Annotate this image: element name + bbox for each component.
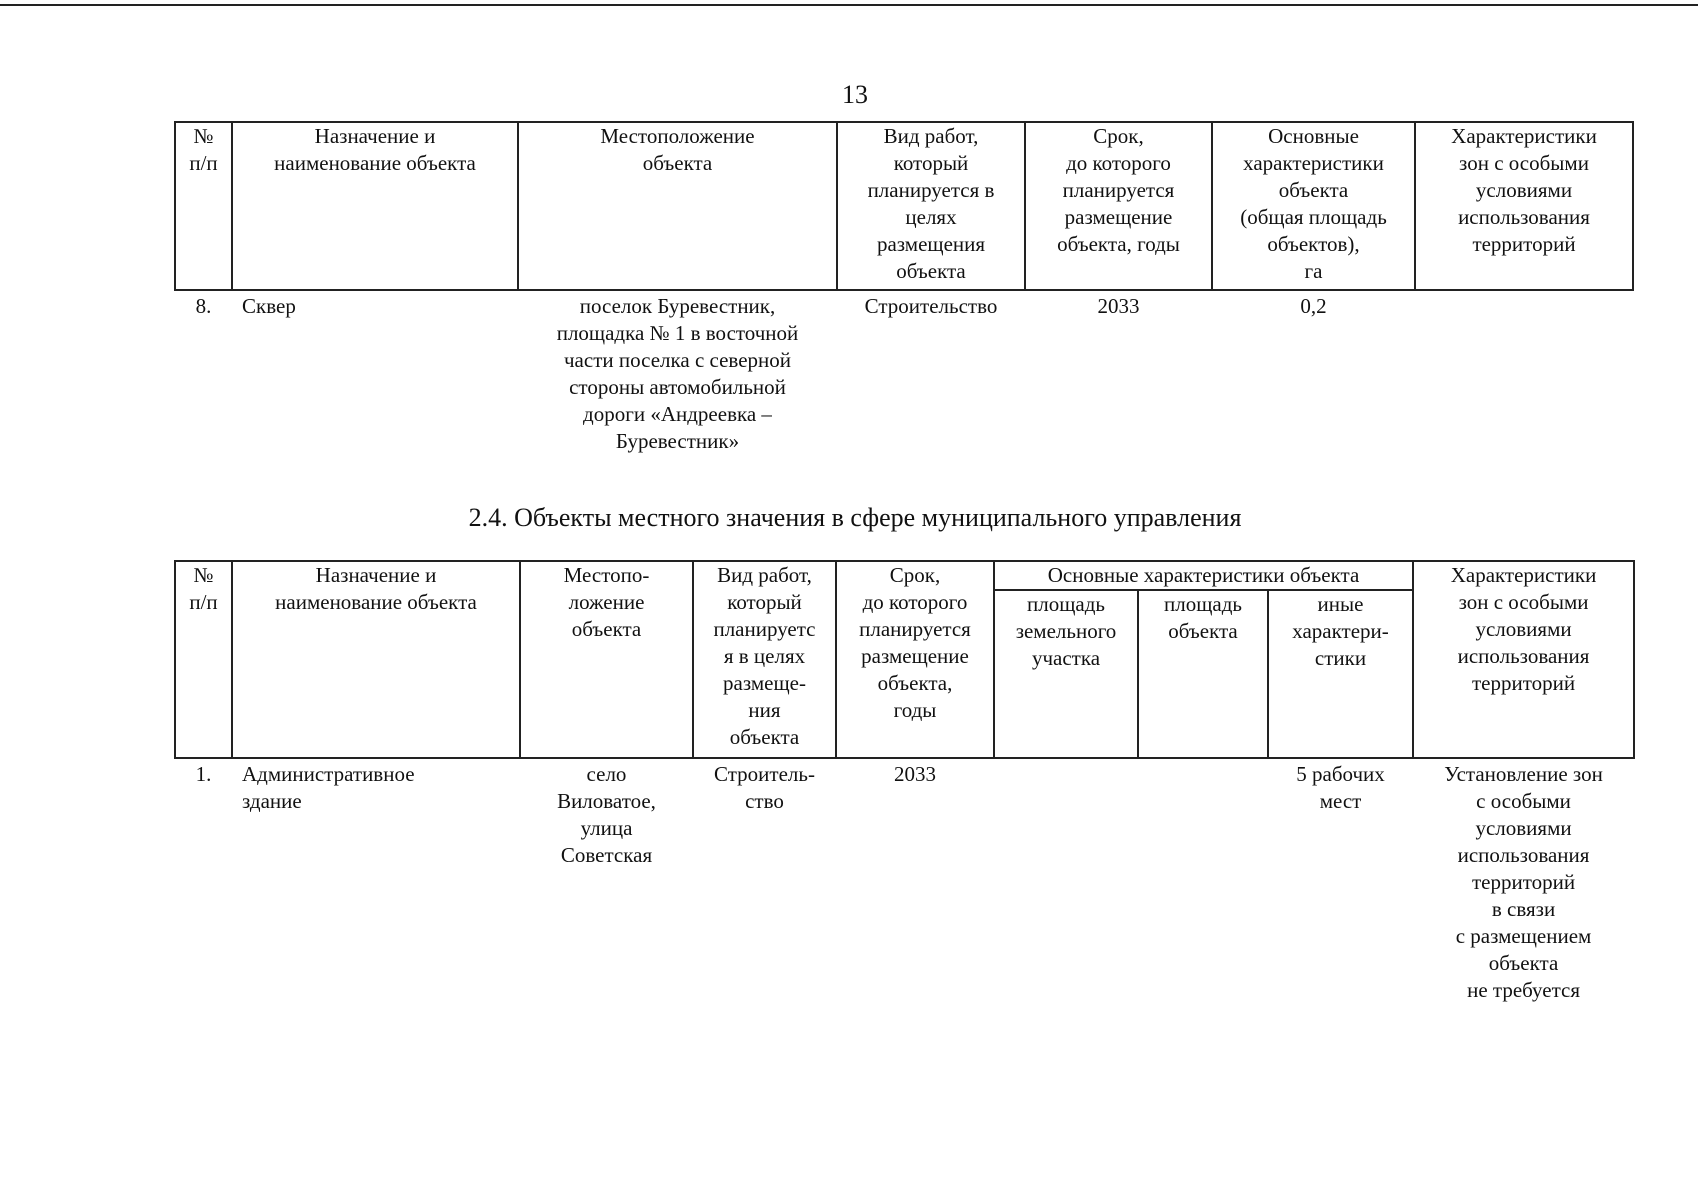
header-term: Срок, до которого планируется размещение объекта, годы (1025, 122, 1212, 290)
cell-term: 2033 (1097, 294, 1140, 318)
header-location: Местопо- ложение объекта (520, 561, 693, 758)
section-heading: 2.4. Объекты местного значения в сфере муниципального управления (468, 503, 1242, 532)
table-objects-1 (174, 121, 1634, 455)
cell-other-characteristics: 5 рабочих мест (1296, 762, 1385, 813)
header-term: Срок, до которого планируется размещение объекта, годы (836, 561, 994, 758)
header-other-characteristics: иные характери- стики (1268, 590, 1413, 758)
page-number: 13 (842, 80, 868, 109)
header-work-type: Вид работ, который планируетс я в целях размеще- ния объекта (693, 561, 836, 758)
header-main-characteristics: Основные характеристики объекта (общая площадь объектов), га (1212, 122, 1415, 290)
cell-land-area (994, 758, 1138, 1004)
cell-location: поселок Буревестник, площадка № 1 в восточной части поселка с северной стороны автомобильной дороги «Андреевка – Буревестник» (556, 294, 799, 453)
cell-main-characteristics: 0,2 (1300, 294, 1327, 318)
header-name: Назначение и наименование объекта (232, 561, 520, 758)
header-row (175, 561, 1634, 590)
cell-location: село Виловатое, улица Советская (557, 762, 656, 867)
header-zones: Характеристики зон с особыми условиями использования территорий (1415, 122, 1633, 290)
header-work-type: Вид работ, который планируется в целях размещения объекта (837, 122, 1025, 290)
cell-name: Административное здание (242, 762, 415, 813)
header-object-area: площадь объекта (1138, 590, 1268, 758)
header-num: № п/п (175, 561, 232, 758)
cell-term: 2033 (894, 762, 936, 786)
table-row (175, 758, 1634, 1004)
cell-work-type: Строитель- ство (714, 762, 815, 813)
cell-object-area (1138, 758, 1268, 1004)
header-name: Назначение и наименование объекта (232, 122, 518, 290)
cell-num: 8. (195, 294, 212, 318)
cell-work-type: Строительство (864, 294, 998, 318)
header-row (175, 122, 1633, 290)
header-main-characteristics-group: Основные характеристики объекта (994, 561, 1413, 590)
table-objects-2 (174, 560, 1635, 1004)
cell-name: Сквер (242, 294, 296, 318)
header-num: № п/п (175, 122, 232, 290)
header-zones: Характеристики зон с особыми условиями использования территорий (1413, 561, 1634, 758)
header-location: Местоположение объекта (518, 122, 837, 290)
header-land-area: площадь земельного участка (994, 590, 1138, 758)
cell-zones: Установление зон с особыми условиями использования территорий в связи с размещением объекта не требуется (1444, 762, 1603, 1002)
cell-zones (1415, 290, 1633, 455)
top-rule (0, 4, 1698, 6)
table-row (175, 290, 1633, 455)
cell-num: 1. (195, 762, 212, 786)
